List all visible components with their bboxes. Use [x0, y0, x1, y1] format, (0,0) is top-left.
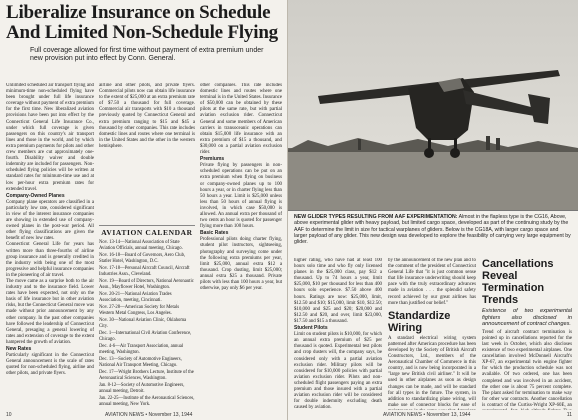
article-headline: [6, 3, 280, 43]
cancellations-heading-1: Cancellations Reveal: [482, 258, 554, 282]
body-paragraph: Private flying by passengers in non-scheduled operations can be put on an extra premium when flying on business or company-owned planes up to 100 hours a year, or in charter flying less than 50 hours a year. Limit is $25,000 unless less than 50 hours of annual flying is involved, in which case $50,000 is allowed. An annual extra per thousand of two cents an hour is quoted for passenger flying more than 100 hours.: [200, 163, 282, 230]
calendar-entry: Nov. 19—Board of Directors, National Aeronautic Assn., Mayflower Hotel, Washington.: [99, 279, 194, 290]
cancellations-subheading: Existence of two experimental fighters also disclosed in announcement of contract changes.: [482, 308, 572, 328]
body-paragraph: higher rating, who have had at least 100 hours solo time and who fly only licensed planes in the $25,000 class, pay $12 a thousand. Up to 74 hours a year, limit $25,000, $10 per thousand for less than 400 hours solo experience. $7.50 above 400 hours. Ratings are now: $25,000, limit, $12.50 and $10; $15,000, limit $10, $12.50; $10,000 and $25 and $20; $20,000 and $12.50 and $20, and over, limit $23,000, $17.50 and $15 a thousand.: [294, 258, 382, 324]
body-paragraph: other companies. This rate includes domestic lines and routes where one terminal is in the United States. Insurance of $50,000 can be obtained by these pilots at the same rate, but with partial aviation exclusion rider. Connecticut General and some members of American carriers in transoceanic operations can obtain $15,000 life insurance with an extra premium of $15 a thousand, and $30,000 on a partial aviation exclusion rider.: [200, 83, 282, 156]
calendar-entry: Nov. 30—National Aviation Clinic, Oklahoma City.: [99, 318, 187, 329]
aviation-calendar-title: AVIATION CALENDAR: [101, 228, 193, 237]
calendar-entry: Dec. 17—Wright Brothers Lecture, Institute of the Aeronautical Sciences, Washington.: [99, 370, 194, 381]
body-paragraph: Limit on student pilots is $10,000, for which an annual extra premium of $25 per thousand is quoted. Experimental test pilots and crop dusters will, the company says, be considered only with a partial aviation exclusion rider. Military pilots will be considered for $10,000 policies with partial aviation exclusion rider. Pilots and non-scheduled flight passengers paying an extra premium and those insured with a partial aviation exclusion rider will be considered for double indemnity excluding death caused by aviation.: [294, 332, 382, 410]
calendar-entry: Dec. 4-6—Air Transport Association, annual meeting, Washington.: [99, 344, 184, 355]
calendar-entry: Dec. 1—International Civil Aviation Conference, Chicago.: [99, 331, 192, 342]
calendar-entry: Nov. 16-18—Board of Governors, Aero Club, Statler Hotel, Washington, D.C.: [99, 253, 186, 264]
cancellations-heading-2: Termination Trends: [482, 282, 545, 306]
calendar-list: [99, 240, 195, 408]
body-paragraph: Connecticut General Life for years has written more than three-fourths of airline group insurance and is generally credited in the industry with being one of the most progressive and helpful insurance companies in the pioneering of air travel.: [6, 242, 94, 278]
left-column-3: [200, 83, 282, 409]
photo-caption: [294, 214, 572, 245]
body-paragraph: Company plane operators are classified in a particularly low rate, considered significant in view of the interest insurance companies are showing in extended use of company-owned planes in the post-war period. All other flying classifications are given the benefit of new low rates.: [6, 199, 94, 242]
caption-title: NEW GLIDER TYPES RESULTING FROM AAF EXPERIMENTATION:: [294, 214, 458, 220]
left-column-1: [6, 83, 94, 409]
body-paragraph: airline and other pilots, and private flyers. Commercial pilots now can obtain life insurance to the extent of $25,000 at an extra premium rate of $7.50 a thousand for full coverage. Commercial air transports with $10 a thousand previously quoted by Connecticut General and extra premium ranging to $15 and $45 a thousand by other companies. This rate includes domestic lines and routes where one terminal is in the United States and the other in the western hemisphere.: [99, 83, 195, 149]
footer-masthead-left: AVIATION NEWS • November 13, 1944: [105, 412, 193, 418]
subheading: Company-Owned Planes: [6, 192, 65, 199]
glider-photo: [288, 0, 578, 211]
calendar-entry: Nov. 27-28—American Society for Metals Western Metal Congress, Los Angeles.: [99, 305, 180, 316]
subheading: Student Pilots: [294, 325, 328, 332]
calendar-entry: Jan. 22-25—Institute of the Aeronautical Sciences, annual meeting, New York.: [99, 396, 195, 407]
body-paragraph: Particularly significant in the Connecticut General announcement is the scale of rates quoted for non-scheduled flying, airline and other pilots, and private flyers.: [6, 353, 94, 377]
body-paragraph: by the announcement of the new plan and to the comment of the president of Connecticut General Life that "it is just common sense that life insurance underwriting should keep pace with the truly extraordinary advances made in aviation . . . the splendid safety record achieved by our great airlines has more than justified our belief.": [388, 258, 476, 306]
left-column-2: [99, 83, 195, 221]
body-paragraph: Professional pilots doing charter flying, student pilot instructors, sightseeing, photography and surveying come under the following extra premiums per year, limit $25,000, annual extra $12 a thousand. Crop dusting, limit $25,000; annual extra $25 a thousand. Private pilots with less than 100 hours a year, but otherwise, pay only $6 per year.: [200, 237, 282, 292]
page-number-right: 11: [566, 412, 572, 418]
caption-body: Almost in the flapless type is the CG16, Above, above experimental glider with heavy payload, but limited cargo space, developed as part of the continuing study by the AAF to determine the limit in size for tactical warplanes of gliders. Below is the CG18A, with larger cargo space and larger payload of any glider. This new design was developed to explore the feasibility of carrying very large equipment by glider.: [294, 214, 571, 246]
subheading: Basic Rates: [200, 230, 229, 237]
aviation-calendar: [99, 225, 195, 407]
right-column-3: [482, 258, 572, 410]
calendar-entry: Dec. 13—Society of Automotive Engineers, National Air Transport Meeting, Chicago.: [99, 357, 182, 368]
article-deck: Full coverage allowed for first time without payment of extra premium under new provision put into effect by Conn. General.: [30, 47, 264, 63]
glider-image: [288, 0, 578, 210]
calendar-entry: Nov. 20-21—National Aviation Trades Association, meeting, Cincinnati.: [99, 292, 172, 303]
standardize-wiring-heading: Standardize Wiring: [388, 309, 451, 334]
body-paragraph: Unlimited scheduled air transport flying and minimum-time non-scheduled flying have been brought under full life insurance coverage without payment of extra premium for the first time. New liberalized aviation provisions have been put into effect by the Connecticut General Life Insurance Co., under which full coverage is given passengers on this country's air transport lines and those in the world, and by which extra premium payments for pilots and other crew members are cut approximately one-fourth. Disability waiver and double indemnity are included for passengers. Non-scheduled flying policies will be written at standard rates for minimum-time use and at low per-hour extra premium rates for extended travel.: [6, 83, 94, 192]
headline-line-2: And Limited Non-Schedule Flying: [6, 22, 278, 43]
right-column-2: [388, 258, 476, 410]
page-number-left: 10: [6, 412, 12, 418]
left-page: [0, 0, 288, 420]
headline-line-1: Liberalize Insurance on Schedule: [6, 2, 271, 23]
calendar-entry: Jan. 8-12—Society of Automotive Engineers, annual meeting, Detroit.: [99, 383, 185, 394]
body-paragraph: Trend of aircraft contract termination is pointed up in cancellations reported for the last week in October, which also discloses existence of two experimental airplanes. One cancellation involved McDonnell Aircraft's XP-67, an experimental twin engine fighter for which the production schedule was not available. Of two ordered, one has been completed and was involved in an accident, the other one is about 75 percent complete. The plant asked for termination to make way for other war contracts. Another cancellation is contract of the Curtiss-Wright XP-60E, an: [482, 329, 572, 408]
body-paragraph: A standard electrical wiring system patterned after American procedure has been developed by the Society of British Aircraft Constructors, Ltd., members of the Aeronautical Chamber of Commerce in this country, and is now being incorporated in a "large new British civil airliner." It will be used in other airplanes as soon as design changes can be made, and will be standard for all types in the future. The system, in addition to standardizing plane wiring, will make use of connector blocks for ease of: [388, 335, 476, 408]
body-paragraph: The move came as a surprise both to the air industry and to the insurance field. Lower rates have been expected, not only on the basis of life insurance but in other aviation risks, but the Connecticut General move was made without prior announcement by any other company. In the past other companies have followed the leadership of Connecticut General, presaging a general lowering of rates and extension of coverage to the extent hampered the growth of aviation.: [6, 279, 94, 345]
footer-masthead-right: AVIATION NEWS • November 13, 1944: [383, 412, 471, 418]
calendar-entry: Nov. 13-14—National Association of State Aviation Officials, annual meeting, Chicago.: [99, 240, 183, 251]
calendar-entry: Nov. 17-18—Personal Aircraft Council, Aircraft Industries Assn., Cleveland.: [99, 266, 190, 277]
right-column-1: [294, 258, 382, 410]
subheading: New Rates: [6, 346, 32, 353]
right-page: [288, 0, 578, 420]
subheading: Premiums: [200, 156, 225, 163]
